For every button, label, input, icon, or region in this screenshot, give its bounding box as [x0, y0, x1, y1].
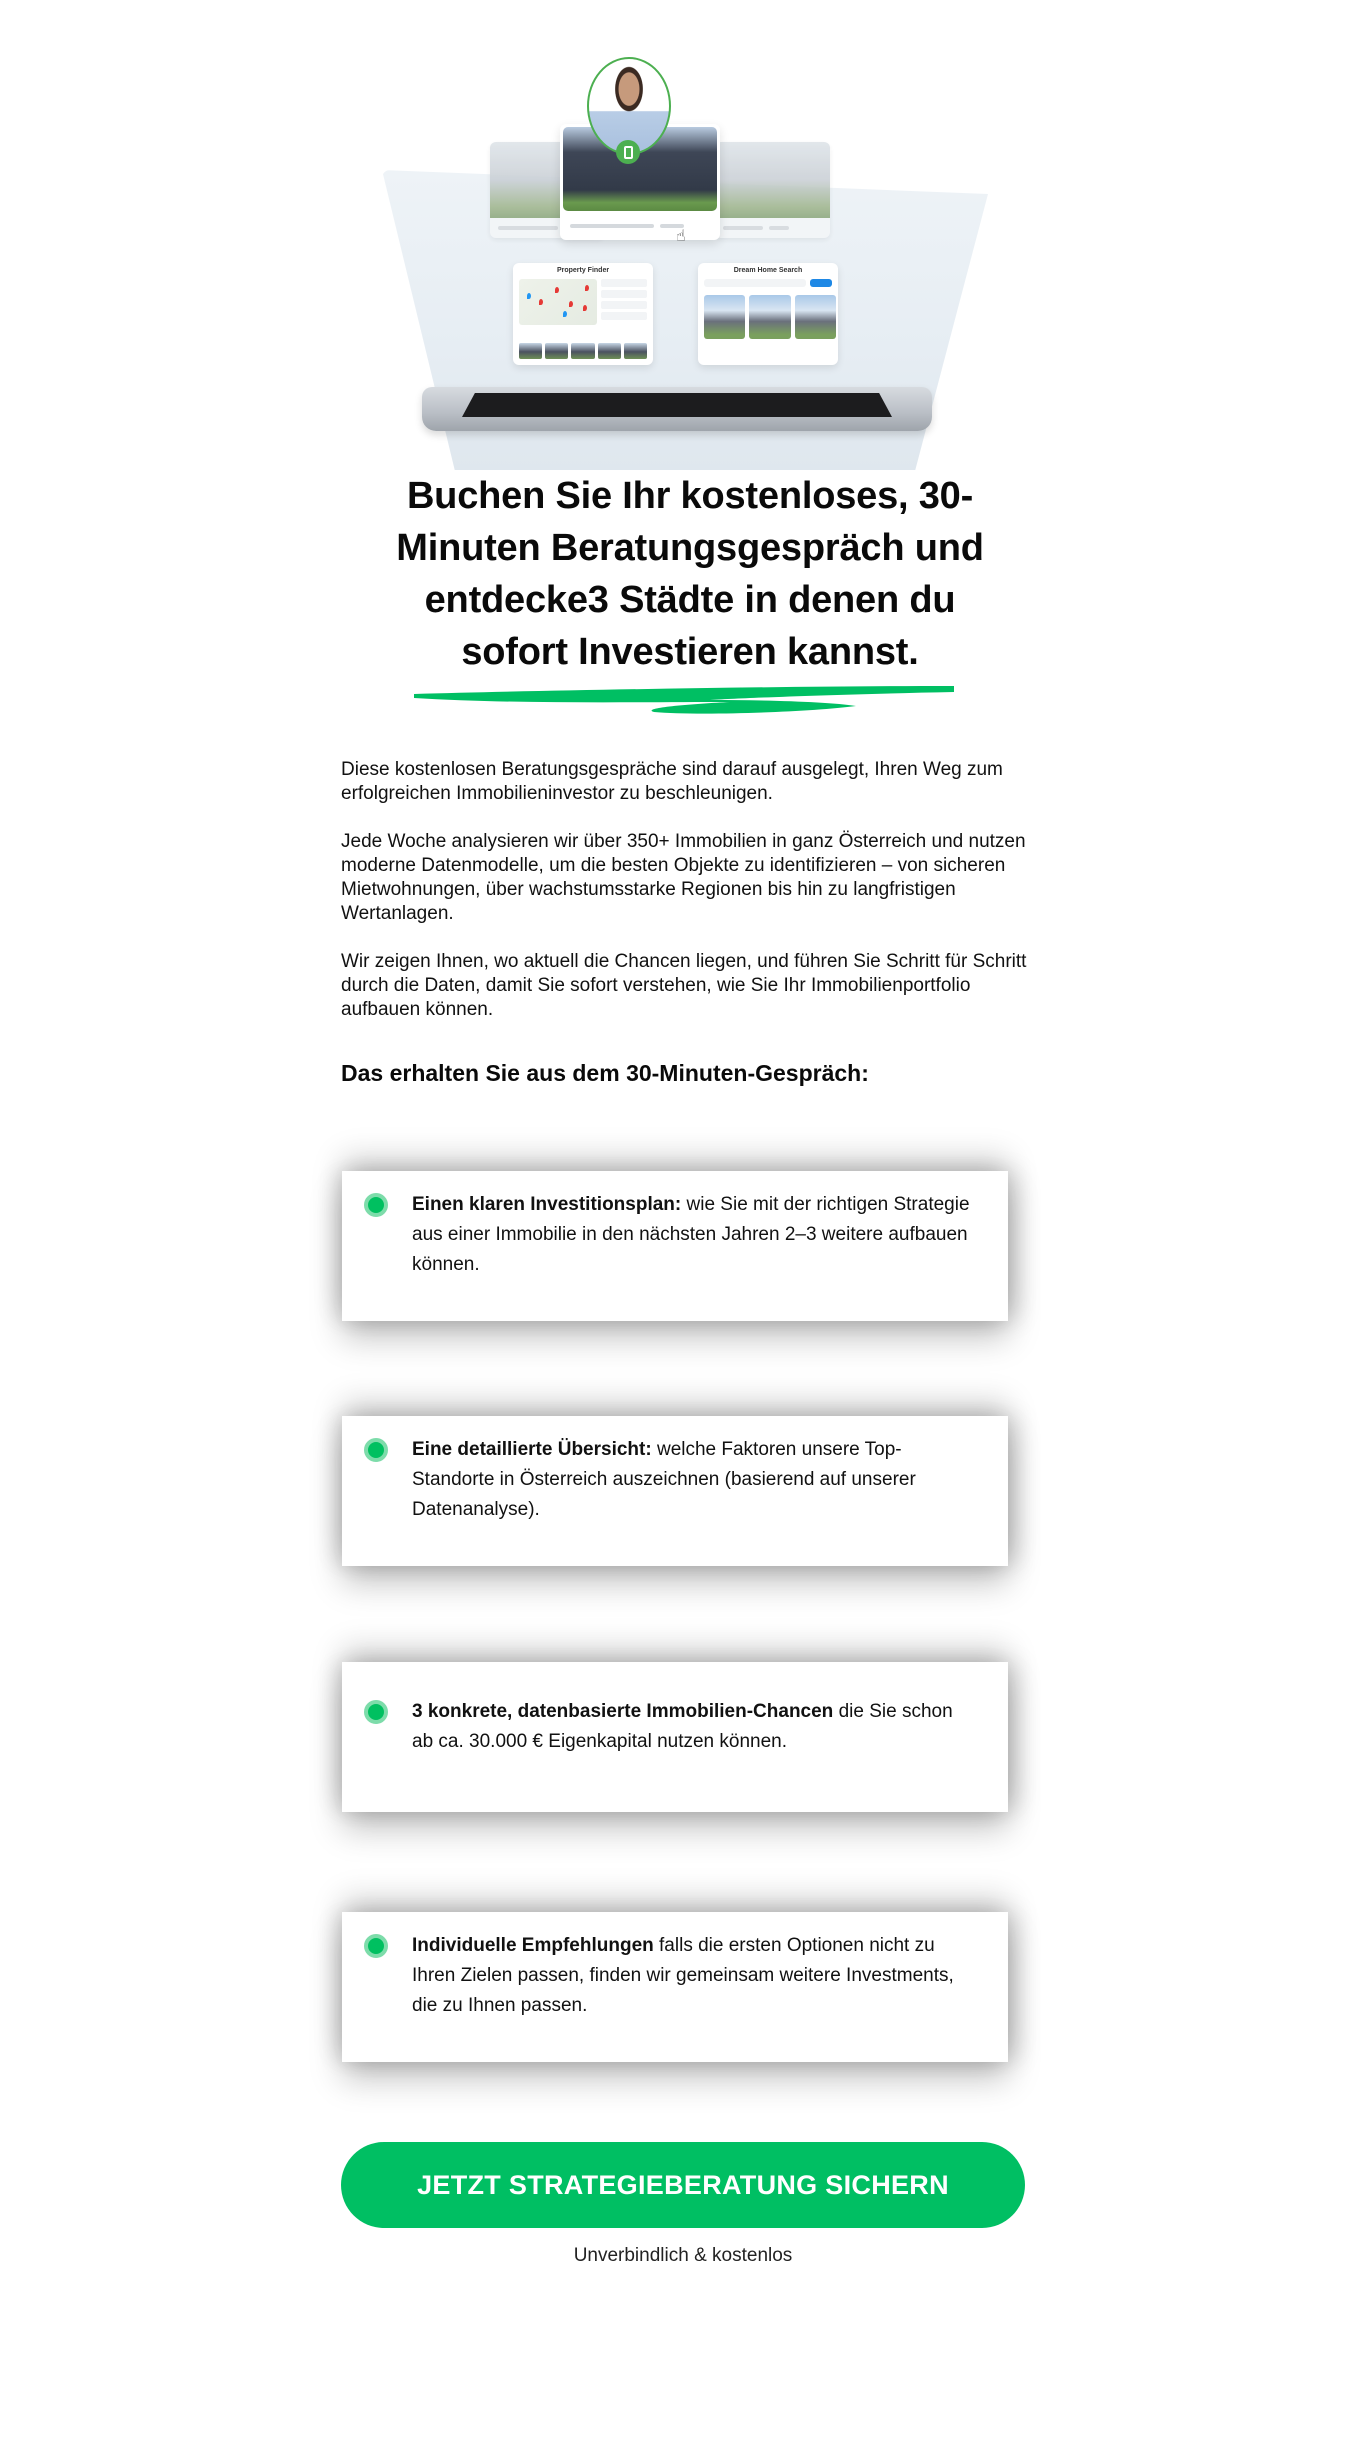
benefit-description: falls die ersten Optionen nicht zu Ihren Zielen passen, finden wir gemeinsam weitere Investments, die zu Ihnen passen.	[412, 1935, 954, 2016]
bullet-dot-icon	[364, 1934, 388, 1958]
map-graphic	[519, 279, 597, 325]
map-pin-icon	[583, 305, 587, 311]
laptop-keyboard-graphic	[462, 393, 892, 417]
map-pin-icon	[585, 285, 589, 291]
hero-illustration	[370, 40, 1000, 440]
placeholder-bar	[723, 226, 763, 230]
search-row-graphic	[704, 279, 832, 287]
benefit-text	[412, 1697, 972, 1757]
listing-thumbnails	[704, 295, 836, 339]
hand-cursor-icon: ☝	[676, 228, 686, 245]
laptop-base-graphic	[422, 387, 932, 431]
dream-home-title: Dream Home Search	[733, 267, 803, 274]
bullet-dot-icon	[364, 1193, 388, 1217]
headline-line: sofort Investieren kannst.	[461, 631, 919, 673]
benefit-bold: Einen klaren Investitionsplan:	[412, 1194, 682, 1215]
intro-text	[341, 758, 1041, 1046]
map-pin-icon	[563, 311, 567, 317]
dream-home-search-card	[698, 263, 838, 365]
benefit-card	[342, 1416, 1008, 1566]
benefit-card	[342, 1912, 1008, 2062]
placeholder-bar	[769, 226, 789, 230]
benefit-bold: Eine detaillierte Übersicht:	[412, 1439, 652, 1460]
phone-icon	[616, 140, 640, 164]
benefit-text	[412, 1931, 972, 2021]
bullet-dot-icon	[364, 1700, 388, 1724]
benefit-bold: Individuelle Empfehlungen	[412, 1935, 654, 1956]
placeholder-bar	[498, 226, 558, 230]
page-headline	[330, 470, 1050, 678]
map-pin-icon	[539, 299, 543, 305]
cta-subtext: Unverbindlich & kostenlos	[573, 2245, 793, 2266]
benefit-description: die Sie schon ab ca. 30.000 € Eigenkapital nutzen können.	[412, 1701, 953, 1752]
property-finder-title: Property Finder	[556, 267, 610, 274]
bullet-dot-icon	[364, 1438, 388, 1462]
benefits-title: Das erhalten Sie aus dem 30-Minuten-Gespräch:	[341, 1060, 869, 1086]
headline-line: Buchen Sie Ihr kostenloses, 30-	[406, 475, 974, 517]
map-pin-icon	[527, 293, 531, 299]
brush-underline-icon	[410, 682, 958, 722]
house-card-right	[715, 142, 830, 238]
book-consultation-button[interactable]: JETZT STRATEGIEBERATUNG SICHERN	[341, 2142, 1025, 2228]
house-image	[715, 142, 830, 218]
thumbnail-row	[519, 343, 647, 359]
map-pin-icon	[555, 287, 559, 293]
property-finder-card	[513, 263, 653, 365]
headline-line: Minuten Beratungsgespräch und	[396, 527, 984, 569]
benefit-card	[342, 1662, 1008, 1812]
placeholder-bar	[570, 224, 654, 228]
intro-paragraph: Jede Woche analysieren wir über 350+ Immobilien in ganz Österreich und nutzen moderne Datenmodelle, um die besten Objekte zu identifizieren – von sicheren Mietwohnungen, über wachstumsstarke Regionen bis hin zu langfristigen Wertanlagen.	[341, 831, 1026, 924]
benefit-text	[412, 1190, 972, 1280]
benefit-description: welche Faktoren unsere Top-Standorte in Österreich auszeichnen (basierend auf unserer Datenanalyse).	[412, 1439, 916, 1520]
filter-list-graphic	[601, 279, 647, 323]
intro-paragraph: Wir zeigen Ihnen, wo aktuell die Chancen liegen, und führen Sie Schritt für Schritt durch die Daten, damit Sie sofort verstehen, wie Sie Ihr Immobilienportfolio aufbauen können.	[341, 951, 1027, 1020]
intro-paragraph: Diese kostenlosen Beratungsgespräche sind darauf ausgelegt, Ihren Weg zum erfolgreichen Immobilieninvestor zu beschleunigen.	[341, 759, 1003, 804]
benefit-description: wie Sie mit der richtigen Strategie aus einer Immobilie in den nächsten Jahren 2–3 weitere aufbauen können.	[412, 1194, 970, 1275]
benefit-card	[342, 1171, 1008, 1321]
benefit-text	[412, 1435, 972, 1525]
headline-line: entdecke3 Städte in denen du	[424, 579, 956, 621]
map-pin-icon	[569, 301, 573, 307]
benefit-bold: 3 konkrete, datenbasierte Immobilien-Chancen	[412, 1701, 834, 1722]
